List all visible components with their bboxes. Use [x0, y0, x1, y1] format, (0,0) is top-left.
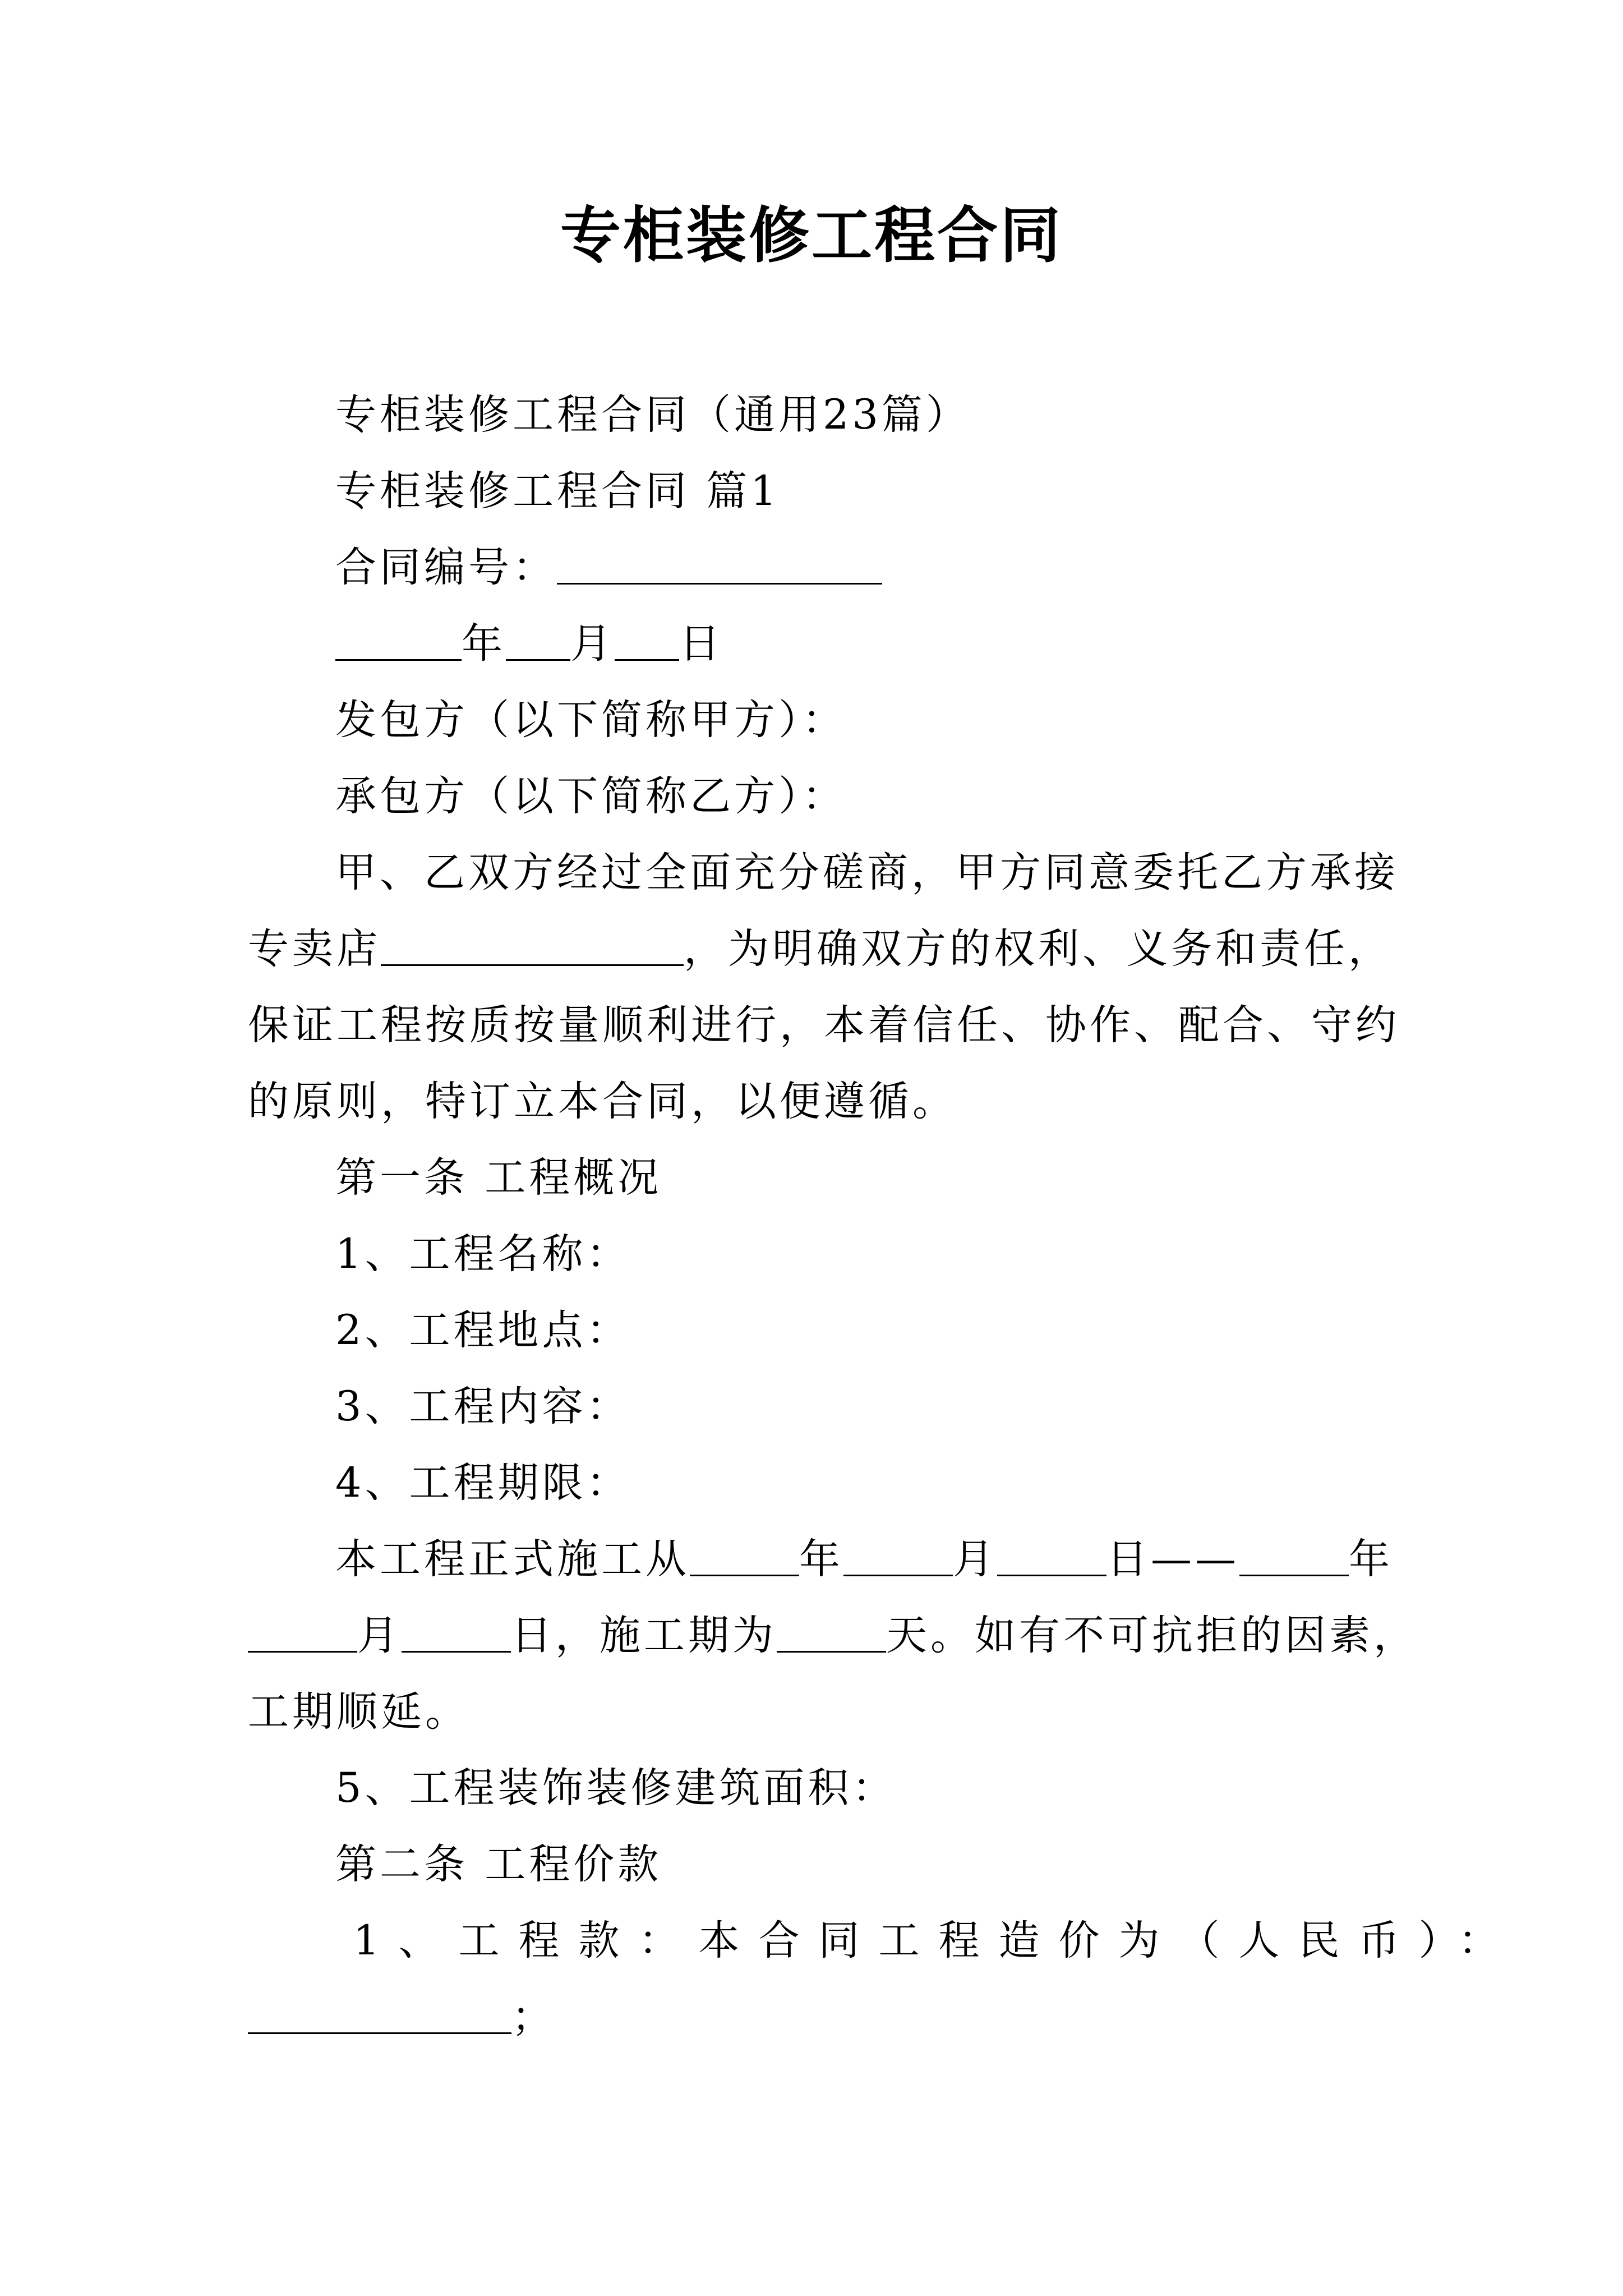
month-label: 月 — [357, 1612, 402, 1659]
end-year-blank — [1239, 1535, 1349, 1576]
list-item: 1、工程名称： — [335, 1230, 631, 1278]
contract-number-blank — [557, 544, 882, 585]
contract-number-line — [335, 540, 882, 596]
list-item: 1、工程款：本合同工程造价为（人民币）： — [353, 1917, 1518, 1964]
day-blank — [615, 620, 679, 661]
amount-blank — [248, 1993, 511, 2034]
contract-number-label: 合同编号： — [335, 544, 557, 591]
party-a-line: 发包方（以下简称甲方）： — [335, 696, 847, 744]
paragraph-text: 本工程正式施工从 — [335, 1535, 690, 1583]
day-label: 日—— — [1106, 1535, 1239, 1583]
paragraph-line: 甲、乙双方经过全面充分磋商，甲方同意委托乙方承接 — [335, 849, 1399, 896]
end-day-blank — [402, 1612, 511, 1653]
paragraph-line: 的原则，特订立本合同，以便遵循。 — [248, 1078, 957, 1125]
list-item: 4、工程期限： — [335, 1459, 631, 1507]
amount-line — [248, 1989, 556, 2045]
year-label: 年 — [1349, 1535, 1393, 1583]
section-heading: 专柜装修工程合同 篇1 — [335, 467, 780, 515]
store-blank — [381, 925, 684, 966]
paragraph-text: ，为明确双方的权利、义务和责任， — [684, 925, 1393, 973]
list-item: 3、工程内容： — [335, 1383, 631, 1430]
paragraph-line: 保证工程按质按量顺利进行，本着信任、协作、配合、守约 — [248, 1001, 1400, 1049]
party-b-line: 承包方（以下简称乙方）： — [335, 772, 847, 820]
paragraph-text: 日，施工期为 — [511, 1612, 777, 1659]
start-day-blank — [997, 1535, 1106, 1576]
document-title: 专柜装修工程合同 — [560, 200, 1063, 271]
period-line — [248, 1608, 1418, 1664]
article-heading: 第一条 工程概况 — [335, 1154, 662, 1202]
start-year-blank — [690, 1535, 799, 1576]
month-label: 月 — [570, 620, 615, 668]
year-label: 年 — [462, 620, 506, 668]
subtitle-line: 专柜装修工程合同（通用23篇） — [335, 391, 970, 439]
paragraph-line — [248, 921, 1393, 977]
month-label: 月 — [953, 1535, 997, 1583]
line-end-punctuation: ； — [511, 1993, 556, 2041]
list-item: 5、工程装饰装修建筑面积： — [335, 1764, 897, 1812]
start-month-blank — [843, 1535, 953, 1576]
paragraph-line: 工期顺延。 — [248, 1688, 469, 1736]
article-heading: 第二条 工程价款 — [335, 1841, 662, 1888]
period-line — [335, 1531, 1393, 1588]
date-line — [335, 616, 723, 672]
list-item: 2、工程地点： — [335, 1306, 631, 1354]
day-label: 日 — [679, 620, 723, 668]
end-month-blank — [248, 1612, 357, 1653]
duration-blank — [777, 1612, 886, 1653]
store-label: 专卖店 — [248, 925, 381, 973]
year-label: 年 — [799, 1535, 843, 1583]
month-blank — [506, 620, 570, 661]
year-blank — [335, 620, 462, 661]
paragraph-text: 天。如有不可抗拒的因素， — [886, 1612, 1418, 1659]
